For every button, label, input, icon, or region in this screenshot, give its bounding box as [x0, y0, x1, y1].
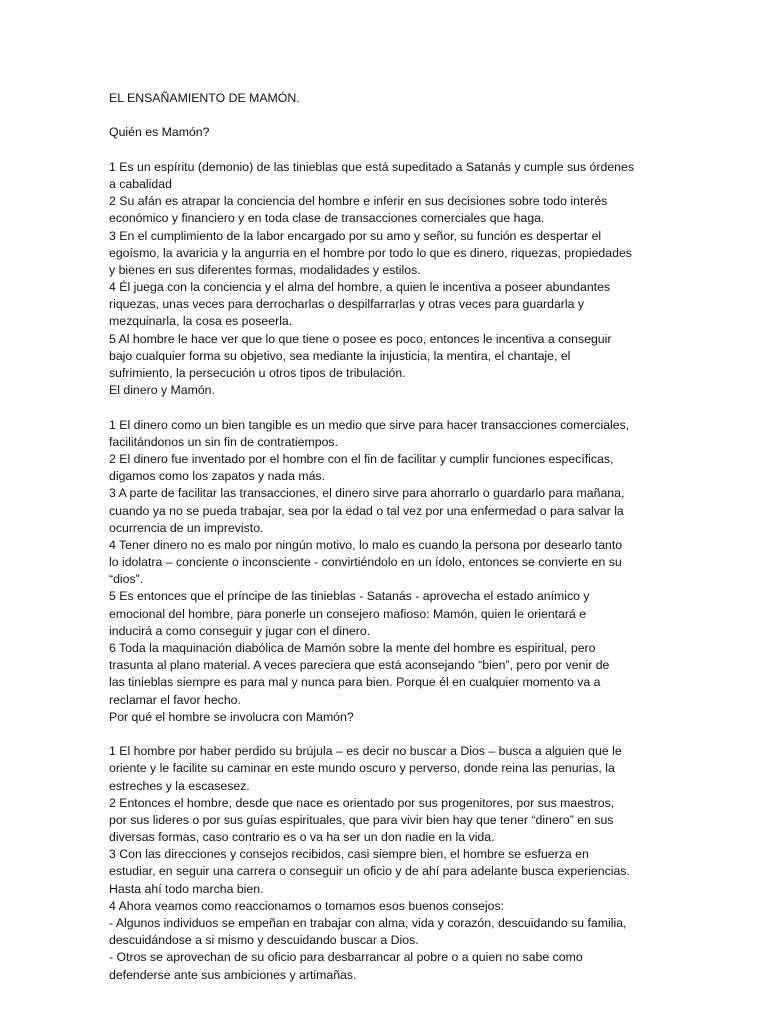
text-line: emocional del hombre, para ponerle un consejero mafioso: Mamón, quien le orientará e — [109, 606, 587, 621]
section3-item-2 — [109, 795, 657, 847]
text-line: facilitándonos un sin fin de contratiempos. — [109, 434, 338, 449]
section2-item-1 — [109, 417, 657, 451]
text-line: riquezas, unas veces para derrocharlas o despilfarrarlas y otras veces para guardarla y — [109, 297, 585, 312]
text-line: 2 Su afán es atrapar la conciencia del hombre e inferir en sus decisiones sobre todo interés — [109, 194, 608, 209]
text-line: bajo cualquier forma su objetivo, sea mediante la injusticia, la mentira, el chantaje, el — [109, 348, 571, 363]
text-line: 2 Entonces el hombre, desde que nace es orientado por sus progenitores, por sus maestros, — [109, 795, 615, 810]
text-line: 1 El hombre por haber perdido su brújula – es decir no buscar a Dios – busca a alguien que le — [109, 744, 622, 759]
section-heading-el-dinero-y-mamon: El dinero y Mamón. — [109, 383, 215, 398]
text-line: estudiar, en seguir una carrera o conseguir un oficio y de ahí para adelante busca experiencias. — [109, 864, 630, 879]
text-line: descuidándose a si mismo y descuidando buscar a Dios. — [109, 933, 419, 948]
text-line: 3 A parte de facilitar las transacciones, el dinero sirve para ahorrarlo o guardarlo para mañana, — [109, 486, 625, 501]
section2-item-5 — [109, 588, 657, 640]
text-line: 5 Al hombre le hace ver que lo que tiene o posee es poco, entonces le incentiva a conseguir — [109, 331, 612, 346]
section2-item-4 — [109, 537, 657, 589]
text-line: trasunta al plano material. A veces pareciera que está aconsejando “bien”, pero por venir de — [109, 658, 610, 673]
blank-line — [109, 399, 657, 416]
section1-item-5 — [109, 331, 657, 383]
text-line: 2 El dinero fue inventado por el hombre con el fin de facilitar y cumplir funciones específicas, — [109, 451, 614, 466]
section-heading-quien-es-mamon: Quién es Mamón? — [109, 125, 210, 140]
text-line: digamos como los zapatos y nada más. — [109, 469, 325, 484]
text-line: 1 Es un espíritu (demonio) de las tinieblas que está supeditado a Satanás y cumple sus órdenes — [109, 159, 634, 174]
section2-item-3 — [109, 485, 657, 537]
section1-item-2 — [109, 193, 657, 227]
text-line: Hasta ahí todo marcha bien. — [109, 881, 264, 896]
document-body — [109, 90, 657, 984]
text-line: sufrimiento, la persecución u otros tipos de tribulación. — [109, 366, 406, 380]
text-line: y bienes en sus diferentes formas, modalidades y estilos. — [109, 262, 421, 277]
blank-line — [109, 726, 657, 743]
text-line: económico y financiero y en toda clase de transacciones comerciales que haga. — [109, 211, 545, 226]
text-line: 4 Ahora veamos como reaccionamos o tomamos esos buenos consejos: — [109, 898, 505, 913]
text-line: - Otros se aprovechan de su oficio para desbarrancar al pobre o a quien no sabe como — [109, 950, 583, 965]
text-line: las tinieblas siempre es para mal y nunca para bien. Porque él en cualquier momento va a — [109, 675, 601, 690]
text-line: 6 Toda la maquinación diabólica de Mamón sobre la mente del hombre es espiritual, pero — [109, 641, 596, 655]
text-line: 5 Es entonces que el príncipe de las tinieblas - Satanás - aprovecha el estado anímico y — [109, 589, 590, 604]
section1-item-3 — [109, 228, 657, 280]
text-line: diversas formas, caso contrario es o va ha ser un don nadie en la vida. — [109, 830, 495, 845]
text-line: reclamar el favor hecho. — [109, 692, 241, 707]
text-line: “dios”. — [109, 572, 144, 587]
text-line: mezquinarla, la cosa es poseerla. — [109, 314, 293, 329]
document-title: EL ENSAÑAMIENTO DE MAMÓN. — [109, 91, 300, 105]
text-line: egoísmo, la avaricia y la angurria en el hombre por todo lo que es dinero, riquezas, propiedades — [109, 245, 632, 260]
text-line: cuando ya no se pueda trabajar, sea por la edad o tal vez por una enfermedad o para salvar la — [109, 503, 624, 518]
section1-item-4 — [109, 279, 657, 331]
section3-item-1 — [109, 743, 657, 795]
text-line: 4 Tener dinero no es malo por ningún motivo, lo malo es cuando la persona por desearlo tanto — [109, 537, 623, 552]
blank-line — [109, 142, 657, 159]
text-line: defenderse ante sus ambiciones y artimañas. — [109, 967, 357, 982]
section3-item-4 — [109, 898, 657, 984]
text-line: oriente y le facilite su caminar en este mundo oscuro y perverso, donde reina las penurias, la — [109, 761, 615, 776]
text-line: estreches y la escasesez. — [109, 778, 250, 793]
section2-item-2 — [109, 451, 657, 485]
text-line: - Algunos individuos se empeñan en trabajar con alma, vida y corazón, descuidando su familia, — [109, 916, 627, 930]
section2-item-6 — [109, 640, 657, 709]
section3-item-3 — [109, 846, 657, 898]
section1-item-1 — [109, 159, 657, 193]
section-heading-por-que-el-hombre: Por qué el hombre se involucra con Mamón? — [109, 709, 354, 724]
text-line: por sus lideres o por sus guías espirituales, que para vivir bien hay que tener “dinero” en sus — [109, 812, 614, 827]
text-line: 1 El dinero como un bien tangible es un medio que sirve para hacer transacciones comerciales, — [109, 417, 630, 432]
text-line: ocurrencia de un imprevisto. — [109, 520, 264, 535]
text-line: inducirá a como conseguir y jugar con el dinero. — [109, 623, 371, 638]
text-line: 3 Con las direcciones y consejos recibidos, casi siempre bien, el hombre se esfuerza en — [109, 847, 589, 862]
text-line: lo idolatra – conciente o inconsciente - convirtiéndolo en un ídolo, entonces se convierte en su — [109, 555, 622, 570]
text-line: a cabalidad — [109, 176, 172, 191]
text-line: 4 Él juega con la conciencia y el alma del hombre, a quien le incentiva a poseer abundantes — [109, 280, 611, 295]
text-line: 3 En el cumplimiento de la labor encargado por su amo y señor, su función es despertar el — [109, 228, 602, 243]
blank-line — [109, 107, 657, 124]
